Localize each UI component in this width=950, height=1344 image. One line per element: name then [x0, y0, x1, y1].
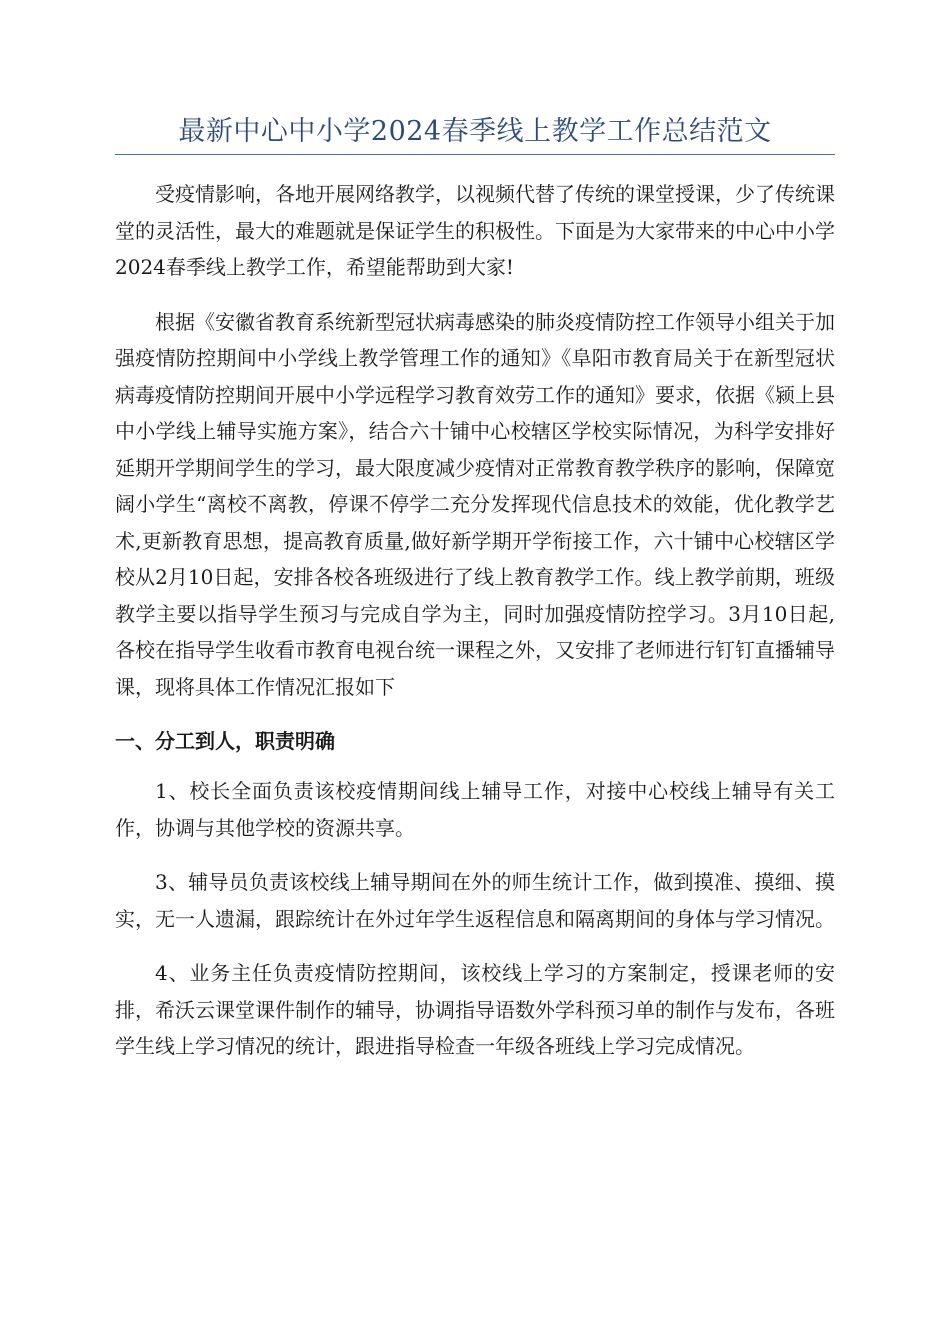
- document-title: 最新中心中小学2024春季线上教学工作总结范文: [178, 116, 772, 147]
- list-item: 3、辅导员负责该校线上辅导期间在外的师生统计工作，做到摸准、摸细、摸实，无一人遗漏，跟踪统计在外过年学生返程信息和隔离期间的身体与学习情况。: [115, 870, 835, 931]
- section-heading: 一、分工到人，职责明确: [115, 729, 335, 753]
- intro-paragraph: 受疫情影响，各地开展网络教学，以视频代替了传统的课堂授课，少了传统课堂的灵活性，最大的难题就是保证学生的积极性。下面是为大家带来的中心中小学2024春季线上教学工作，希望能帮助到大家!: [115, 182, 835, 279]
- list-item: 4、业务主任负责疫情防控期间，该校线上学习的方案制定，授课老师的安排，希沃云课堂课件制作的辅导，协调指导语数外学科预习单的制作与发布，各班学生线上学习情况的统计，跟进指导检查一年级各班线上学习完成情况。: [115, 961, 835, 1058]
- title-underline: [115, 154, 835, 155]
- background-paragraph: 根据《安徽省教育系统新型冠状病毒感染的肺炎疫情防控工作领导小组关于加强疫情防控期间中小学线上教学管理工作的通知》《阜阳市教育局关于在新型冠状病毒疫情防控期间开展中小学远程学习教育效劳工作的通知》要求，依据《颍上县中小学线上辅导实施方案》，结合六十铺中心校辖区学校实际情况，为科学安排好延期开学期间学生的学习，最大限度减少疫情对正常教育教学秩序的影响，保障宽阔小学生“离校不离教，停课不停学二充分发挥现代信息技术的效能，优化教学艺术,更新教育思想，提高教育质量,做好新学期开学衔接工作，六十铺中心校辖区学校从2月10日起，安排各校各班级进行了线上教育教学工作。线上教学前期，班级教学主要以指导学生预习与完成自学为主，同时加强疫情防控学习。3月10日起,各校在指导学生收看市教育电视台统一课程之外，又安排了老师进行钉钉直播辅导课，现将具体工作情况汇报如下: [115, 309, 835, 699]
- list-item: 1、校长全面负责该校疫情期间线上辅导工作，对接中心校线上辅导有关工作，协调与其他学校的资源共享。: [115, 779, 835, 840]
- document-body: [115, 176, 835, 1083]
